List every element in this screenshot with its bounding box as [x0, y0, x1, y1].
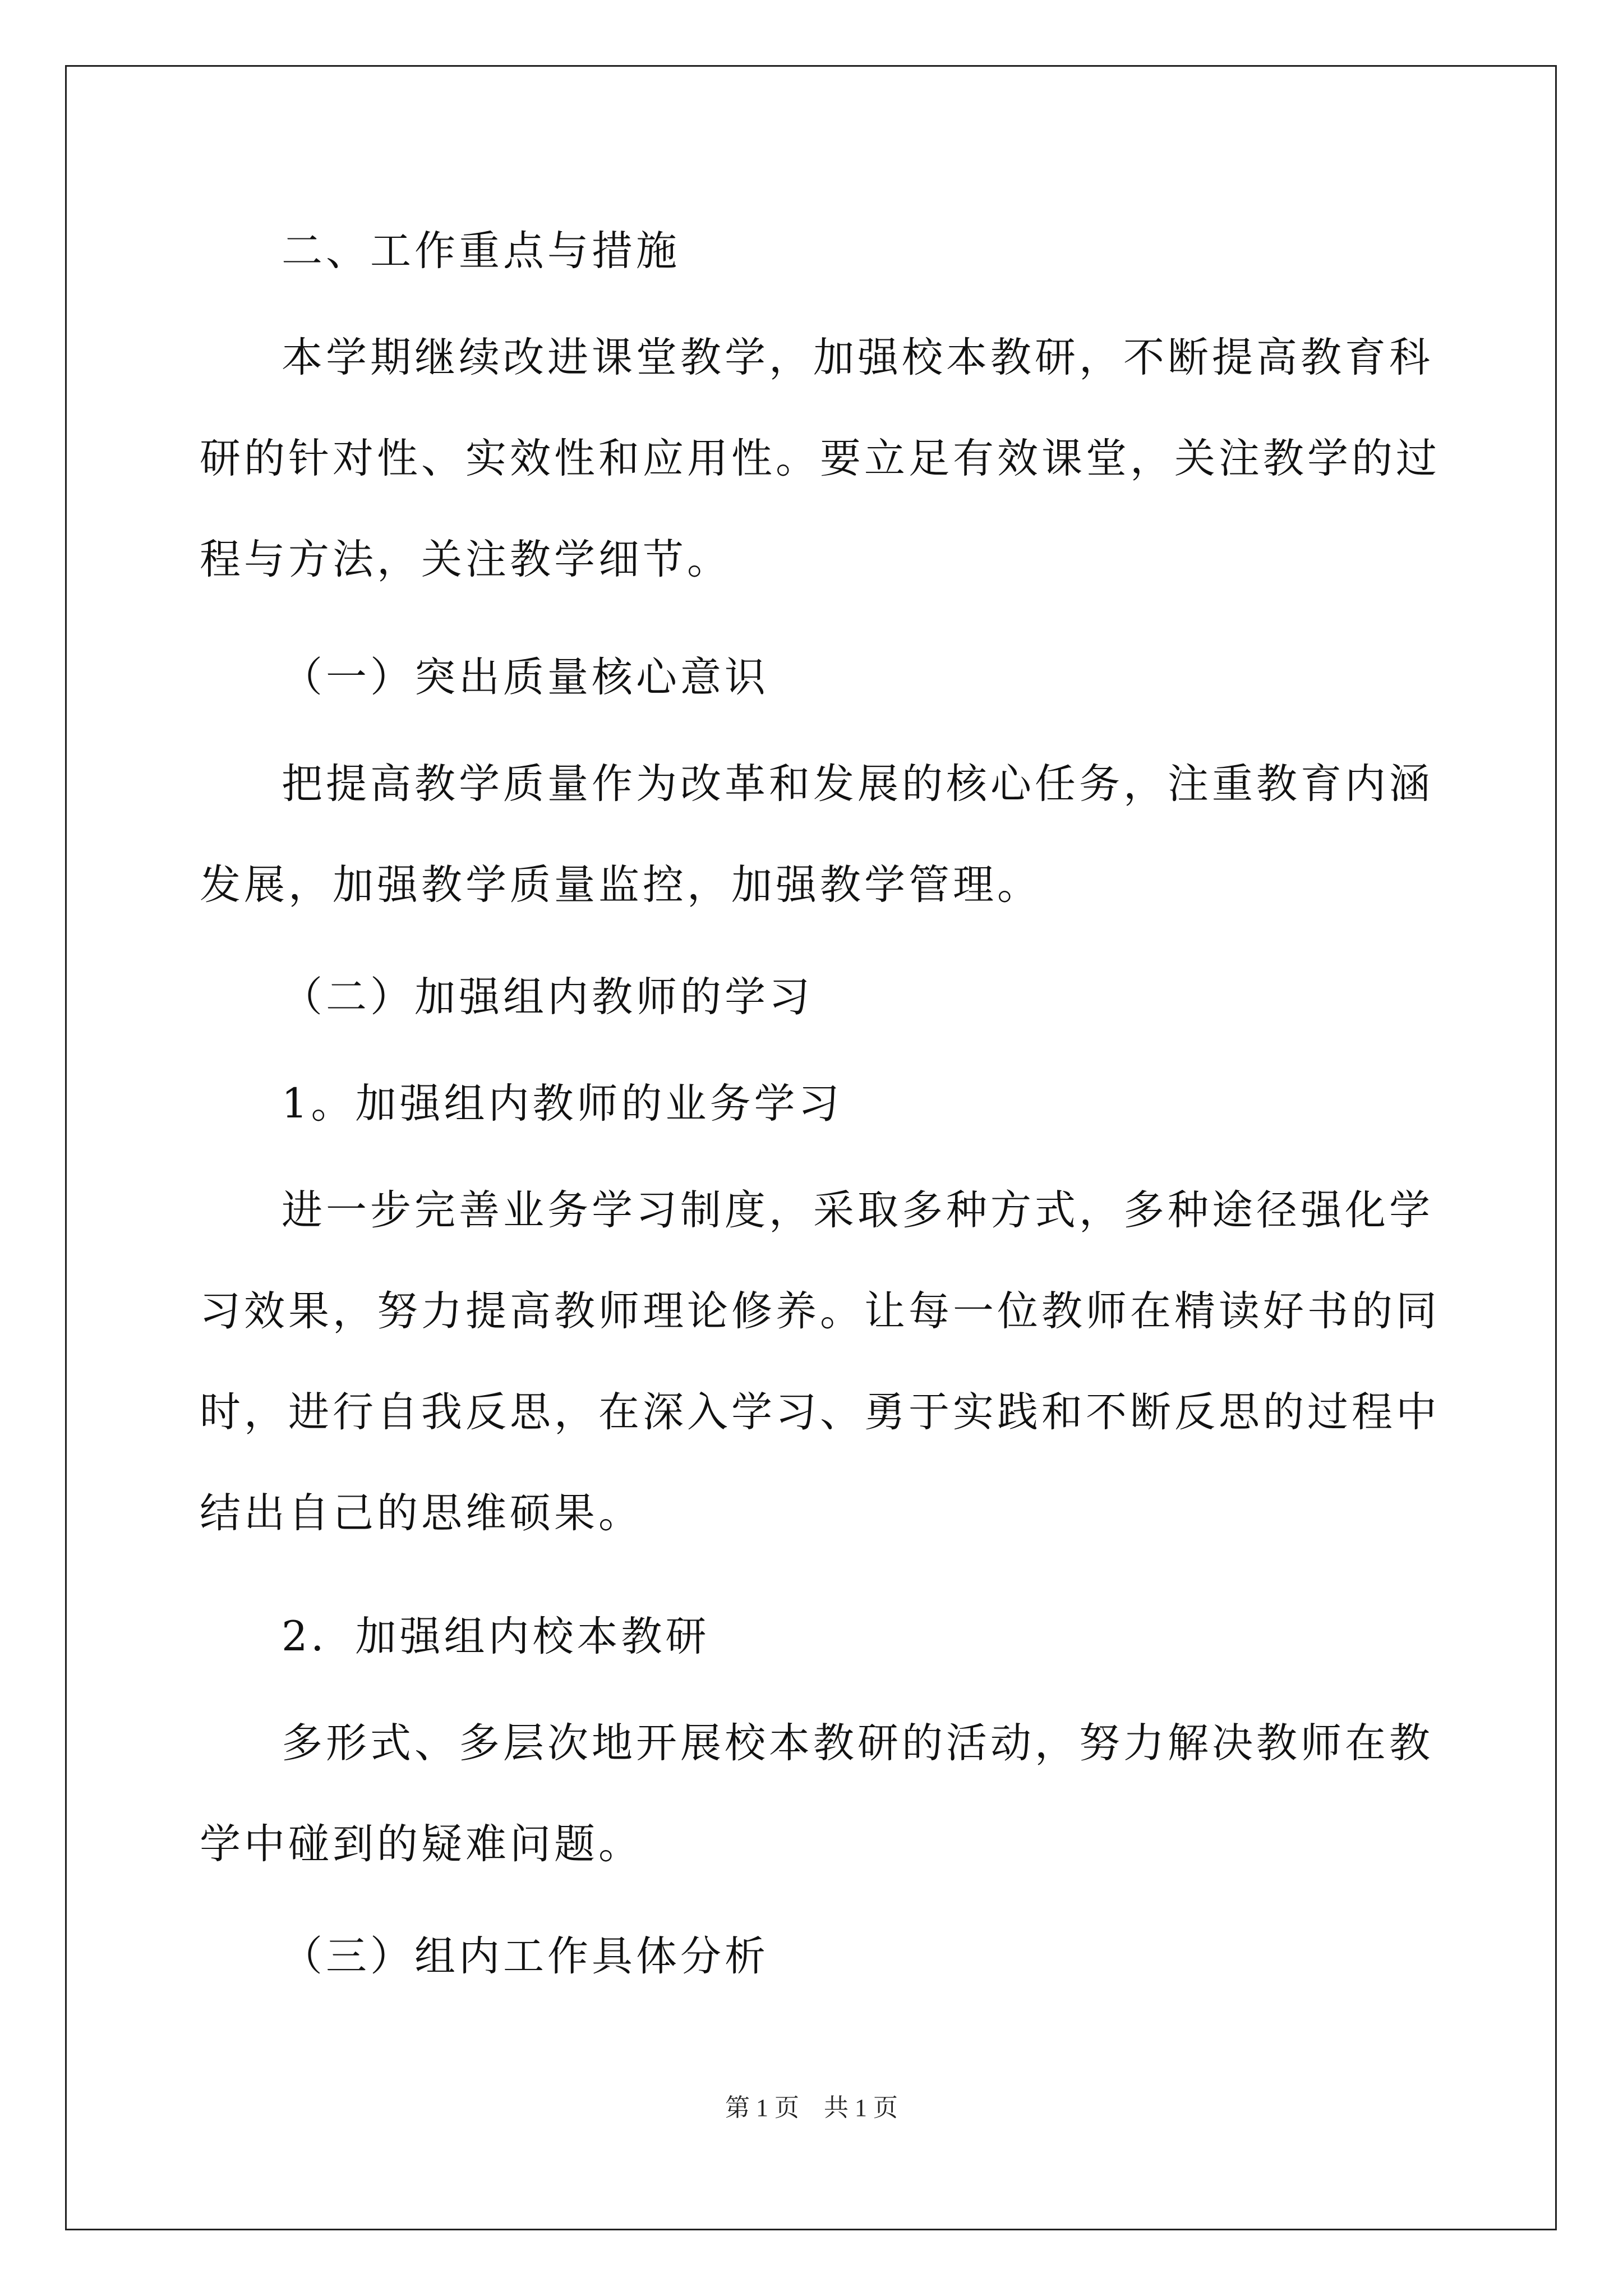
heading-work-focus: 二、工作重点与措施 [282, 227, 680, 275]
section-one-title: （一）突出质量核心意识 [282, 654, 769, 701]
item-two-body: 多形式、多层次地开展校本教研的活动，努力解决教师在教学中碰到的疑难问题。 [200, 1719, 1433, 1868]
section-three-title: （三）组内工作具体分析 [282, 1932, 769, 1980]
item-one-title: 1。加强组内教师的业务学习 [282, 1080, 843, 1128]
page-number-footer: 第 1 页 共 1 页 [725, 2094, 898, 2122]
intro-paragraph: 本学期继续改进课堂教学，加强校本教研，不断提高教育科研的针对性、实效性和应用性。要立足有效课堂，关注教学的过程与方法，关注教学细节。 [200, 334, 1440, 583]
section-one-body: 把提高教学质量作为改革和发展的核心任务，注重教育内涵发展，加强教学质量监控，加强教学管理。 [200, 760, 1433, 909]
item-two-title: 2．加强组内校本教研 [282, 1613, 710, 1660]
section-two-title: （二）加强组内教师的学习 [282, 973, 813, 1021]
item-one-body: 进一步完善业务学习制度，采取多种方式，多种途径强化学习效果，努力提高教师理论修养。让每一位教师在精读好书的同时，进行自我反思，在深入学习、勇于实践和不断反思的过程中结出自己的思维硕果。 [200, 1186, 1440, 1537]
